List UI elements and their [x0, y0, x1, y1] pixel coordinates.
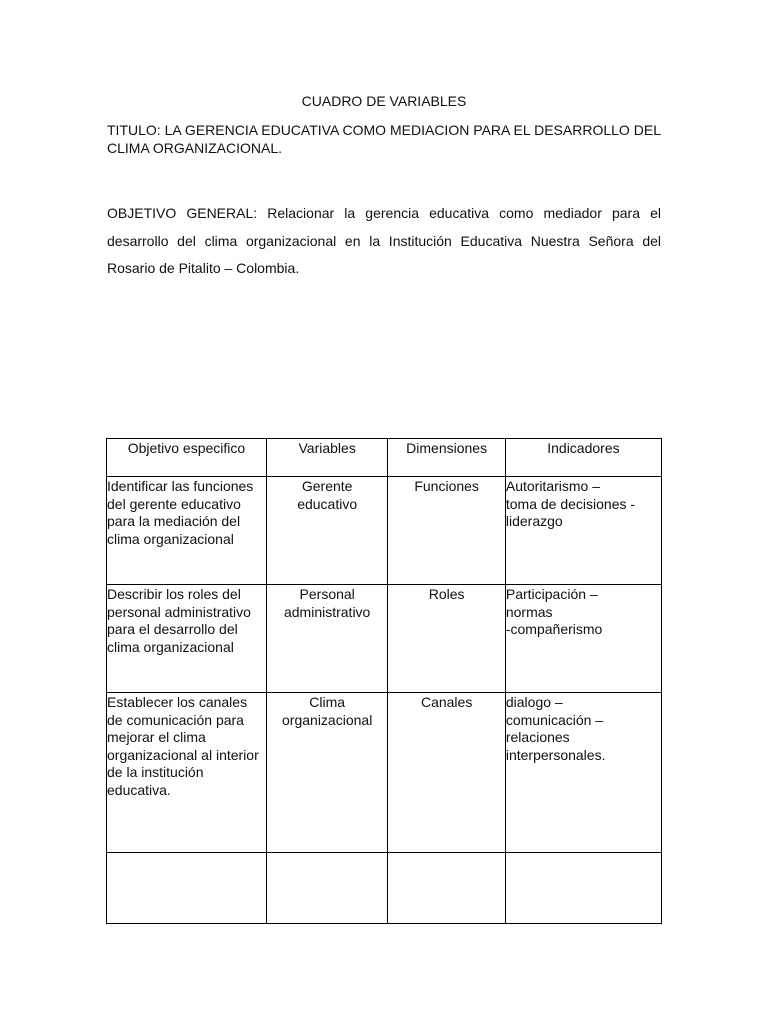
variables-table: [106, 438, 662, 924]
table-header-row: [107, 439, 662, 477]
cell-variable-text: Personal administrativo: [283, 586, 371, 620]
header-variables: Variables: [266, 439, 388, 477]
table-row: [107, 693, 662, 853]
page-heading: CUADRO DE VARIABLES: [301, 93, 467, 109]
cell-dimension-text: Canales: [420, 694, 473, 710]
general-objective: OBJETIVO GENERAL: Relacionar la gerencia educativa como mediador para el desarrollo del clima organizacional en la Institución Educativa Nuestra Señora del Rosario de Pitalito – Colombia.: [107, 205, 661, 276]
table-row-empty: [107, 853, 662, 924]
cell-variable-text: Gerente educativo: [297, 478, 358, 512]
cell-variable-text: Clima organizacional: [282, 694, 373, 728]
table-row: [107, 585, 662, 693]
cell-objetivo: [107, 853, 267, 924]
cell-indicadores: [505, 585, 661, 693]
cell-indicadores: [505, 693, 661, 853]
table-row: [107, 477, 662, 585]
cell-objetivo-text: Describir los roles del personal administrativo para el desarrollo del clima organizacional: [107, 586, 251, 655]
cell-dimension: [388, 693, 505, 853]
cell-dimension: [388, 585, 505, 693]
header-dimensiones: Dimensiones: [388, 439, 505, 477]
cell-variable: [266, 585, 388, 693]
cell-variable: [266, 477, 388, 585]
cell-indicadores-text: Participación – normas -compañerismo: [505, 586, 603, 638]
cell-objetivo-text: Identificar las funciones del gerente educativo para la mediación del clima organizacional: [107, 478, 254, 547]
cell-objetivo: [107, 585, 267, 693]
cell-variable: [266, 693, 388, 853]
cell-variable: [266, 853, 388, 924]
cell-objetivo: [107, 477, 267, 585]
cell-indicadores-text: dialogo – comunicación – relaciones interpersonales.: [505, 694, 606, 763]
cell-indicadores: [505, 477, 661, 585]
cell-dimension-text: Funciones: [414, 478, 479, 494]
header-objetivo-especifico: Objetivo especifico: [107, 439, 267, 477]
cell-objetivo-text: Establecer los canales de comunicación para mejorar el clima organizacional al interior de la institución educativa.: [107, 694, 259, 798]
cell-indicadores-text: Autoritarismo – toma de decisiones - liderazgo: [505, 478, 636, 530]
header-indicadores: Indicadores: [505, 439, 661, 477]
document-title: TITULO: LA GERENCIA EDUCATIVA COMO MEDIACION PARA EL DESARROLLO DEL CLIMA ORGANIZACIONAL.: [107, 122, 661, 156]
cell-objetivo: [107, 693, 267, 853]
cell-indicadores: [505, 853, 661, 924]
cell-dimension-text: Roles: [428, 586, 465, 602]
cell-dimension: [388, 853, 505, 924]
cell-dimension: [388, 477, 505, 585]
